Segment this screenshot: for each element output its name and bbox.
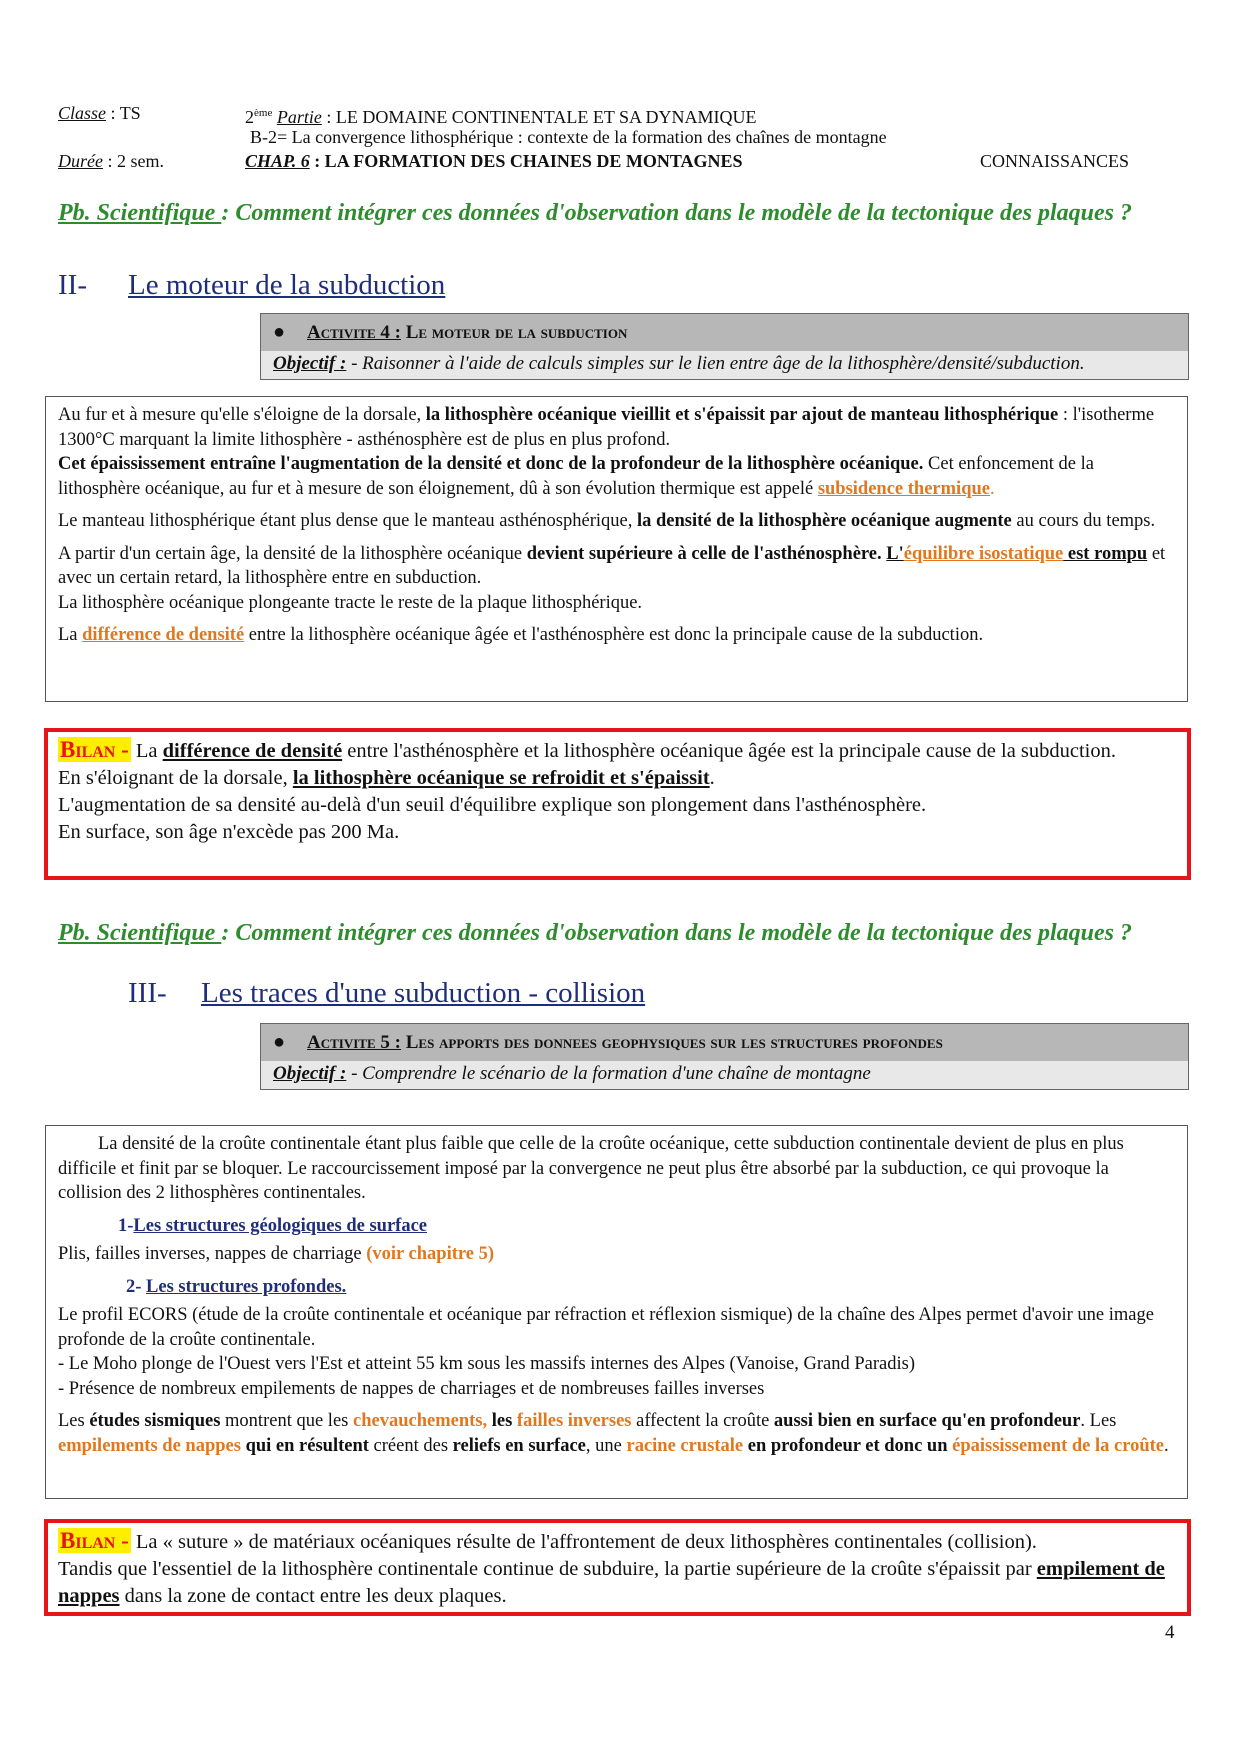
- problem-label: Pb. Scientifique: [58, 920, 222, 946]
- key-term: (voir chapitre 5): [366, 1244, 494, 1264]
- key-term: empilements de nappes: [58, 1435, 241, 1456]
- section-number: III-: [128, 977, 167, 1009]
- header-classe: [58, 102, 141, 124]
- text: au cours du temps.: [1011, 511, 1156, 531]
- activity-5-name: Les apports des donnees geophysiques sur les structures profondes: [400, 1032, 943, 1053]
- text-bold: est rompu: [1063, 543, 1148, 564]
- text: . Les: [1080, 1411, 1117, 1431]
- text: affectent la croûte: [631, 1411, 774, 1431]
- text: entre l'asthénosphère et la lithosphère océanique âgée est la principale cause de la subduction.: [342, 740, 1117, 762]
- text-bold: la lithosphère océanique se refroidit et s'épaissit: [292, 767, 710, 789]
- text-bold: empilement de nappes: [58, 1558, 1165, 1607]
- text-bold: reliefs en surface: [452, 1435, 586, 1456]
- text: créent des: [368, 1435, 453, 1456]
- text: et avec un certain retard, la lithosphère entre en subduction.: [58, 543, 1166, 588]
- objective-text: - Comprendre le scénario de la formation d'une chaîne de montagne: [346, 1063, 871, 1084]
- bullet-icon: ●: [273, 1031, 286, 1053]
- text: La: [58, 625, 83, 645]
- bilan-line: [58, 1527, 1177, 1556]
- text: Au fur et à mesure qu'elle s'éloigne de la dorsale,: [58, 405, 426, 425]
- text: Cet enfoncement de la lithosphère océanique, au fur et à mesure de son éloignement, dû à son évolution thermique est appelé: [58, 454, 1094, 499]
- bilan-box-2: [44, 1519, 1191, 1616]
- header-chapter: [245, 150, 743, 172]
- classe-label: Classe: [58, 103, 107, 123]
- bilan-label: Bilan -: [60, 737, 129, 762]
- text-bold: qui en résultent: [240, 1435, 369, 1456]
- objective-label: Objectif :: [273, 1063, 347, 1084]
- text: Plis, failles inverses, nappes de charriage: [58, 1244, 367, 1264]
- text: En s'éloignant de la dorsale,: [58, 767, 293, 789]
- text: .: [1164, 1435, 1169, 1456]
- problem-statement-1: [58, 198, 1178, 228]
- header-partie: [245, 102, 757, 128]
- activity-4-name: Le moteur de la subduction: [400, 322, 628, 343]
- chap-title: : LA FORMATION DES CHAINES DE MONTAGNES: [309, 151, 743, 171]
- section-heading-3: [128, 976, 645, 1010]
- bilan-box-1: [44, 728, 1191, 880]
- text: .: [989, 478, 995, 499]
- bilan-line: L'augmentation de sa densité au-delà d'un seuil d'équilibre explique son plongement dans l'asthénosphère.: [58, 794, 927, 816]
- problem-text: : Comment intégrer ces données d'observation dans le modèle de la tectonique des plaques ?: [221, 920, 1132, 946]
- duree-label: Durée: [58, 151, 103, 171]
- bilan-line: [58, 765, 1177, 792]
- problem-statement-2: [58, 918, 1178, 948]
- text-bold: L': [886, 543, 904, 564]
- text: entre la lithosphère océanique âgée et l'asthénosphère est donc la principale cause de la subduction.: [244, 625, 984, 645]
- list-item: - Présence de nombreux empilements de nappes de charriages et de nombreuses failles inverses: [58, 1378, 765, 1399]
- duree-value: : 2 sem.: [102, 151, 164, 171]
- subheading-title: Les structures profondes.: [146, 1276, 347, 1297]
- bilan-line: En surface, son âge n'excède pas 200 Ma.: [58, 821, 400, 843]
- text: La lithosphère océanique plongeante tracte le reste de la plaque lithosphérique.: [58, 592, 643, 613]
- text: , une: [585, 1435, 627, 1456]
- problem-label: Pb. Scientifique: [58, 200, 222, 226]
- section-title: Le moteur de la subduction: [128, 269, 446, 301]
- bilan-line: [58, 736, 1177, 765]
- activity-4-objective: [261, 351, 1188, 379]
- key-term: épaississement de la croûte: [952, 1435, 1165, 1456]
- content-box-2: [45, 1125, 1188, 1499]
- text-bold: études sismiques: [89, 1411, 221, 1431]
- paragraph: [58, 403, 1175, 501]
- paragraph: [58, 542, 1175, 616]
- section-heading-2: [58, 268, 445, 302]
- partie-title: : LE DOMAINE CONTINENTALE ET SA DYNAMIQUE: [321, 107, 757, 127]
- subheading-2: [58, 1275, 1175, 1300]
- key-term: subsidence thermique: [817, 478, 990, 499]
- key-term: racine crustale: [626, 1435, 744, 1456]
- activity-4-label: Activite 4 :: [307, 322, 401, 343]
- chap-label: CHAP. 6: [245, 151, 310, 171]
- list-item: - Le Moho plonge de l'Ouest vers l'Est et atteint 55 km sous les massifs internes des Alpes (Vanoise, Grand Paradis): [58, 1354, 915, 1374]
- subheading-1: [58, 1214, 1175, 1239]
- subheading-title: Les structures géologiques de surface: [133, 1215, 427, 1236]
- text: : l'isotherme 1300°C marquant la limite lithosphère - asthénosphère est de plus en plus profond.: [58, 405, 1155, 450]
- text-bold: aussi bien en surface qu'en profondeur: [773, 1411, 1081, 1431]
- paragraph: [58, 1409, 1175, 1458]
- bilan-label: Bilan -: [60, 1528, 129, 1553]
- section-number: II-: [58, 269, 87, 301]
- text-bold: la densité de la lithosphère océanique augmente: [636, 511, 1012, 531]
- activity-4-title: [261, 314, 1188, 351]
- objective-label: Objectif :: [273, 353, 347, 374]
- page-number: 4: [1165, 1622, 1175, 1643]
- header-category: CONNAISSANCES: [980, 151, 1130, 171]
- header-duree: [58, 150, 164, 172]
- text-bold: la lithosphère océanique vieillit et s'épaissit par ajout de manteau lithosphérique: [425, 405, 1059, 425]
- classe-value: : TS: [106, 103, 141, 123]
- text: Le manteau lithosphérique étant plus dense que le manteau asthénosphérique,: [58, 511, 637, 531]
- text: .: [709, 767, 715, 789]
- partie-label: Partie: [276, 107, 322, 127]
- activity-5-label: Activite 5 :: [307, 1032, 401, 1053]
- bullet-icon: ●: [273, 321, 286, 343]
- text-bold: différence de densité: [162, 740, 343, 762]
- bilan-line: [58, 1556, 1177, 1610]
- text: Les: [58, 1411, 90, 1431]
- key-term: failles inverses: [516, 1411, 632, 1431]
- section-title: Les traces d'une subduction - collision: [201, 977, 646, 1009]
- content-box-1: [45, 396, 1188, 702]
- text: La: [130, 740, 163, 762]
- activity-5-objective: [261, 1061, 1188, 1089]
- subheading-number: 2-: [126, 1276, 147, 1297]
- text: A partir d'un certain âge, la densité de la lithosphère océanique: [58, 543, 527, 564]
- text-bold: devient supérieure à celle de l'asthénosphère.: [526, 543, 882, 564]
- activity-5-box: [260, 1023, 1189, 1090]
- paragraph: La densité de la croûte continentale étant plus faible que celle de la croûte océanique, cette subduction continentale devient de plus en plus difficile et finit par se bloquer. Le raccourcissement imposé par la convergence ne peut plus être absorbé par la subduction, ce qui provoque la collision des 2 lithosphères continentales.: [58, 1134, 1124, 1203]
- problem-text: : Comment intégrer ces données d'observation dans le modèle de la tectonique des plaques ?: [221, 200, 1132, 226]
- text: La « suture » de matériaux océaniques résulte de l'affrontement de deux lithosphères continentales (collision).: [130, 1531, 1037, 1553]
- header-subtitle: B-2= La convergence lithosphérique : contexte de la formation des chaînes de montagne: [250, 127, 887, 147]
- text: dans la zone de contact entre les deux plaques.: [119, 1585, 507, 1607]
- text: Tandis que l'essentiel de la lithosphère continentale continue de subduire, la partie supérieure de la croûte s'épaissit par: [58, 1558, 1037, 1580]
- partie-num: 2: [245, 107, 254, 127]
- paragraph: [58, 623, 1175, 648]
- partie-sup: ème: [254, 107, 273, 119]
- activity-5-title: [261, 1024, 1188, 1061]
- objective-text: - Raisonner à l'aide de calculs simples sur le lien entre âge de la lithosphère/densité/subduction.: [346, 353, 1085, 374]
- text-bold: Cet épaississement entraîne l'augmentation de la densité et donc de la profondeur de la lithosphère océanique.: [58, 454, 924, 474]
- key-term: chevauchements,: [352, 1411, 488, 1431]
- key-term: différence de densité: [82, 625, 245, 645]
- paragraph: [58, 509, 1175, 534]
- text: montrent que les: [220, 1411, 353, 1431]
- subheading-number: 1-: [118, 1215, 134, 1236]
- text-bold: en profondeur et donc un: [743, 1435, 953, 1456]
- text-bold: les: [487, 1411, 517, 1431]
- activity-4-box: [260, 313, 1189, 380]
- key-term: équilibre isostatique: [903, 543, 1064, 564]
- paragraph: Le profil ECORS (étude de la croûte continentale et océanique par réfraction et réflexion sismique) de la chaîne des Alpes permet d'avoir une image profonde de la croûte continentale.: [58, 1305, 1154, 1350]
- paragraph: [58, 1242, 1175, 1267]
